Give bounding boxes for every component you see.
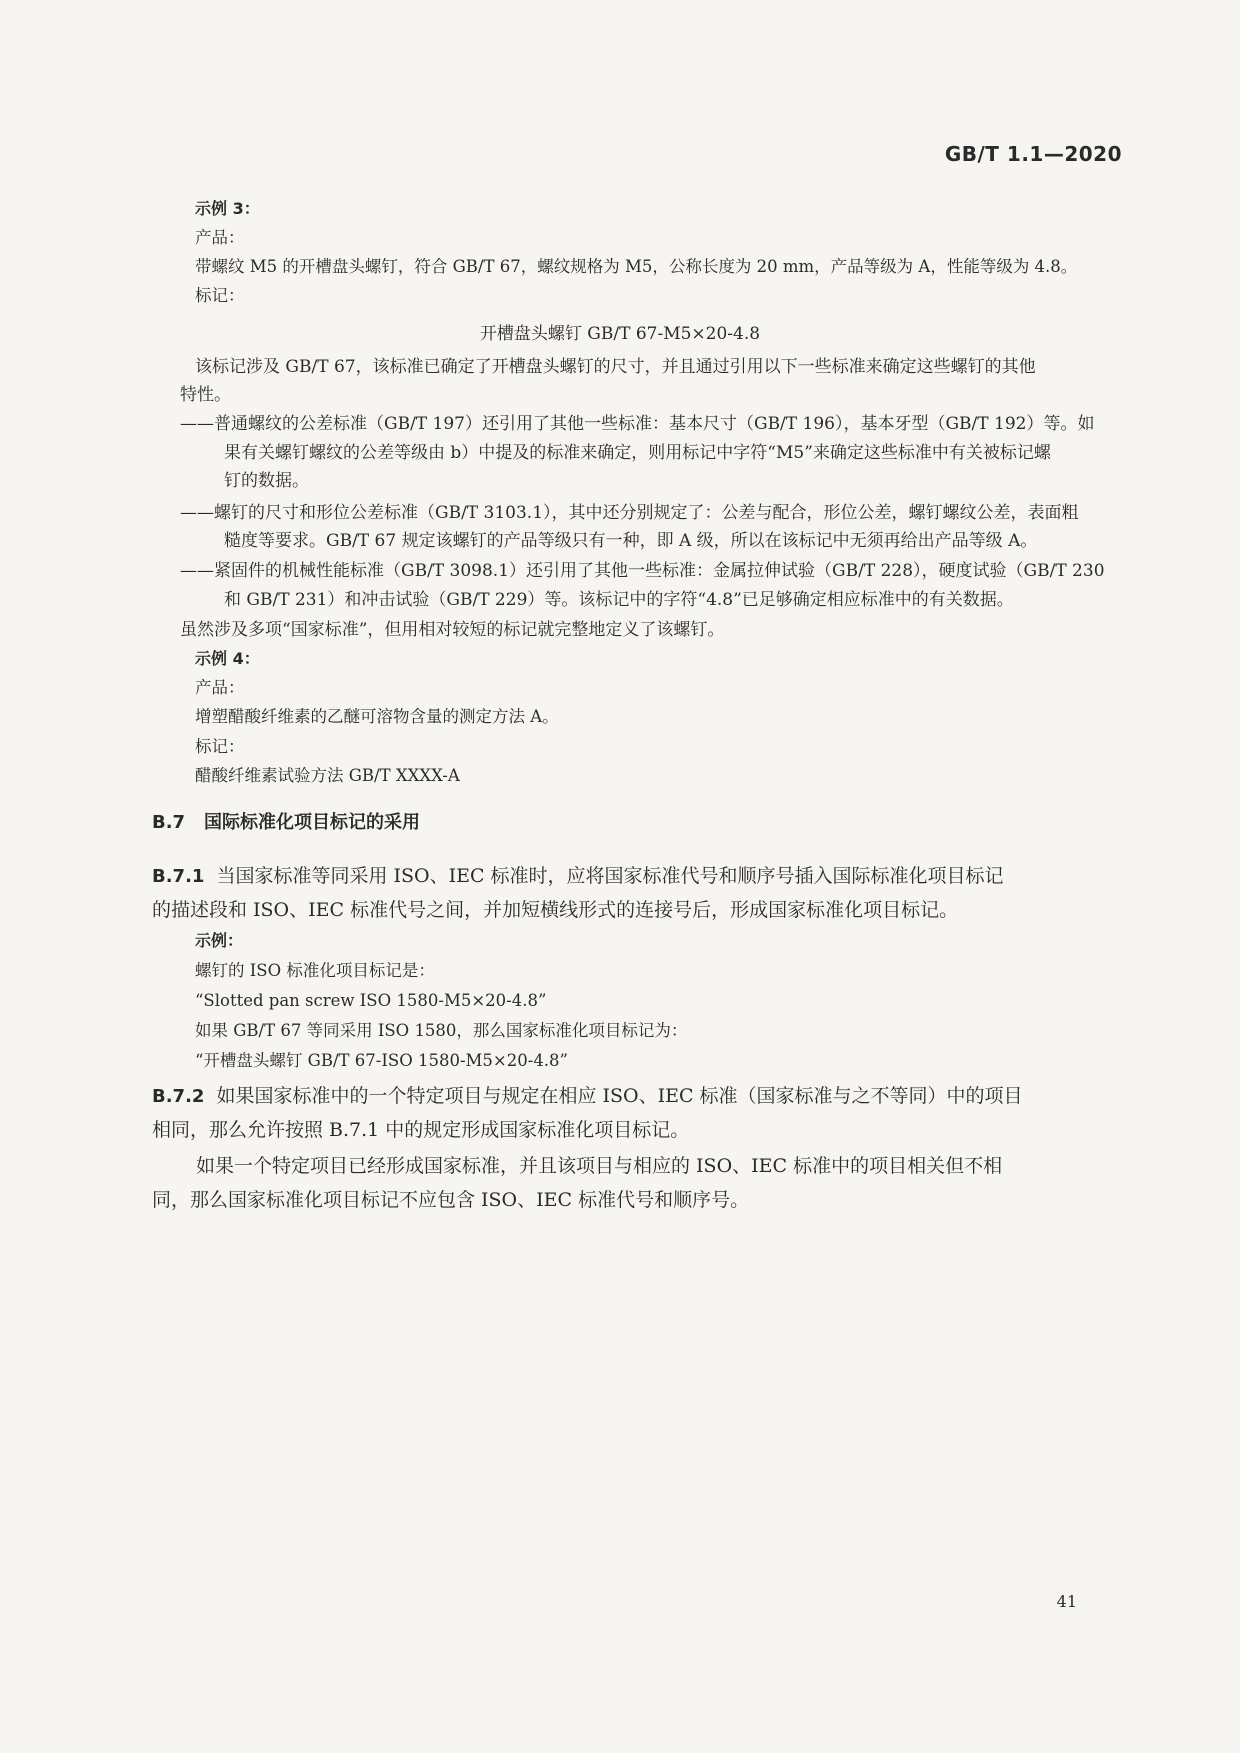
clause-b72-para-line2: 同，那么国家标准化项目标记不应包含 ISO、IEC 标准代号和顺序号。	[152, 1189, 750, 1211]
example-4-label: 示例 4：	[195, 649, 260, 668]
example-3-label: 示例 3：	[195, 199, 260, 218]
clause-b72-text-line1: 如果国家标准中的一个特定项目与规定在相应 ISO、IEC 标准（国家标准与之不等同）中的项目	[216, 1085, 1023, 1107]
clause-b72-text-line2: 相同，那么允许按照 B.7.1 中的规定形成国家标准化项目标记。	[152, 1119, 690, 1141]
standard-number-header: GB/T 1.1—2020	[944, 142, 1122, 166]
example-3-mark-value: 开槽盘头螺钉 GB/T 67-M5×20-4.8	[479, 324, 761, 344]
clause-b71-example-line1: 螺钉的 ISO 标准化项目标记是：	[195, 961, 435, 980]
example-3-item1-line1: ——普通螺纹的公差标准（GB/T 197）还引用了其他一些标准：基本尺寸（GB/T 196），基本牙型（GB/T 192）等。如	[180, 414, 1095, 434]
example-3-item1-line3: 钉的数据。	[224, 471, 309, 491]
example-3-para1-line2: 特性。	[180, 385, 231, 405]
example-3-para1-line1: 该标记涉及 GB/T 67，该标准已确定了开槽盘头螺钉的尺寸，并且通过引用以下一些标准来确定这些螺钉的其他	[195, 357, 1036, 377]
example-4-mark-value: 醋酸纤维素试验方法 GB/T XXXX-A	[195, 766, 460, 785]
clause-b71-number: B.7.1	[152, 866, 205, 887]
example-3-mark-label: 标记：	[195, 286, 245, 305]
example-3-item2-line1: ——螺钉的尺寸和形位公差标准（GB/T 3103.1），其中还分别规定了：公差与配合，形位公差，螺钉螺纹公差，表面粗	[180, 503, 1079, 523]
clause-b71-example-line3: 如果 GB/T 67 等同采用 ISO 1580，那么国家标准化项目标记为：	[195, 1021, 688, 1040]
clause-b71-example-line2: “Slotted pan screw ISO 1580-M5×20-4.8”	[195, 991, 547, 1010]
clause-b72-line1	[152, 1083, 1240, 1110]
example-3-para2: 虽然涉及多项“国家标准”，但用相对较短的标记就完整地定义了该螺钉。	[180, 620, 725, 640]
example-4-product-label: 产品：	[195, 678, 245, 697]
example-3-product-label: 产品：	[195, 228, 245, 247]
section-b7-heading	[152, 812, 1240, 834]
example-4-product-text: 增塑醋酸纤维素的乙醚可溶物含量的测定方法 A。	[195, 707, 559, 726]
clause-b71-line1	[152, 863, 1240, 890]
page-number: 41	[1056, 1592, 1077, 1611]
section-b7-title: 国际标准化项目标记的采用	[204, 812, 420, 833]
example-4-mark-label: 标记：	[195, 737, 245, 756]
clause-b72-para-line1: 如果一个特定项目已经形成国家标准，并且该项目与相应的 ISO、IEC 标准中的项目相关但不相	[196, 1155, 1003, 1177]
example-3-item1-line2: 果有关螺钉螺纹的公差等级由 b）中提及的标准来确定，则用标记中字符“M5”来确定这些标准中有关被标记螺	[224, 443, 1051, 463]
clause-b71-example-label: 示例：	[195, 931, 244, 950]
clause-b71-text-line2: 的描述段和 ISO、IEC 标准代号之间，并加短横线形式的连接号后，形成国家标准化项目标记。	[152, 899, 959, 921]
example-3-item3-line2: 和 GB/T 231）和冲击试验（GB/T 229）等。该标记中的字符“4.8”已足够确定相应标准中的有关数据。	[224, 590, 1014, 610]
example-3-item2-line2: 糙度等要求。GB/T 67 规定该螺钉的产品等级只有一种，即 A 级，所以在该标记中无须再给出产品等级 A。	[224, 531, 1038, 551]
section-b7-number: B.7	[152, 812, 186, 833]
clause-b71-text-line1: 当国家标准等同采用 ISO、IEC 标准时，应将国家标准代号和顺序号插入国际标准化项目标记	[216, 865, 1004, 887]
clause-b71-example-line4: “开槽盘头螺钉 GB/T 67-ISO 1580-M5×20-4.8”	[195, 1051, 568, 1070]
example-3-product-text: 带螺纹 M5 的开槽盘头螺钉，符合 GB/T 67，螺纹规格为 M5，公称长度为 20 mm，产品等级为 A，性能等级为 4.8。	[195, 257, 1078, 276]
clause-b72-number: B.7.2	[152, 1086, 205, 1107]
example-3-item3-line1: ——紧固件的机械性能标准（GB/T 3098.1）还引用了其他一些标准：金属拉伸试验（GB/T 228），硬度试验（GB/T 230	[180, 561, 1105, 581]
